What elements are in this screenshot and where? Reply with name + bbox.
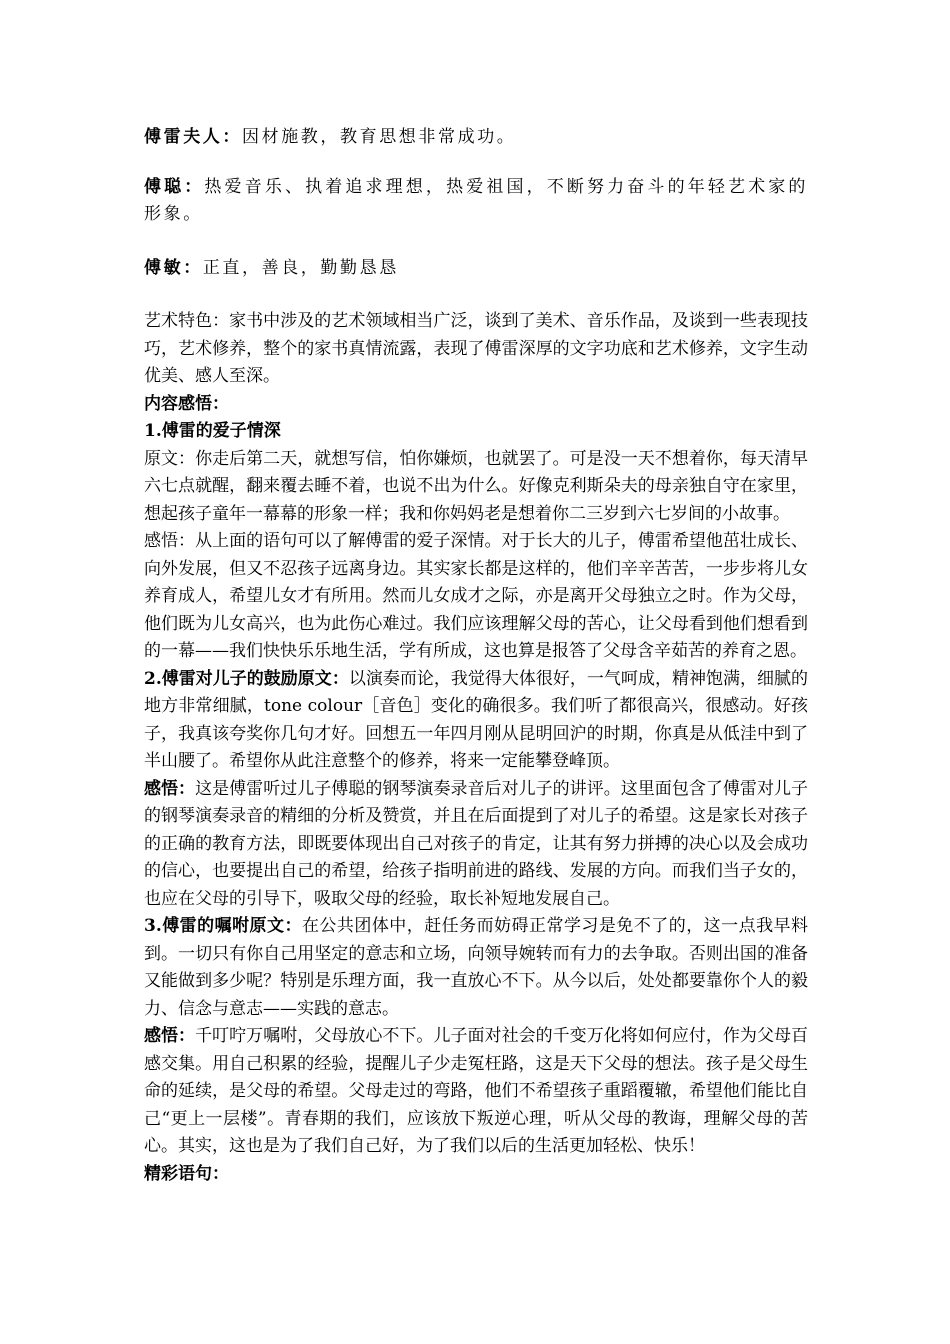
char-text: 正直，善良，勤勤恳恳 bbox=[202, 257, 399, 278]
highlights-heading: 精彩语句： bbox=[144, 1163, 229, 1184]
section-2-insight bbox=[144, 776, 808, 914]
document-page bbox=[144, 124, 808, 1188]
section-heading: 3.傅雷的嘱咐原文： bbox=[144, 916, 302, 936]
char-fu-lei-wife bbox=[144, 124, 808, 152]
char-text: 因材施教，教育思想非常成功。 bbox=[242, 127, 517, 147]
content-heading: 内容感悟： bbox=[144, 393, 229, 414]
char-fu-cong bbox=[144, 174, 808, 229]
section-insight: 感悟：从上面的语句可以了解傅雷的爱子深情。对于长大的儿子，傅雷希望他茁壮成长、向外发展，但又不忍孩子远离身边。其实家长都是这样的，他们辛辛苦苦，一步步将儿女养育成人，希望儿女才有所用。然而儿女成才之际，亦是离开父母独立之时。作为父母，他们既为儿女高兴，也为此伤心难过。我们应该理解父母的苦心，让父母看到他们想看到的一幕——我们快快乐乐地生活，学有所成，这也算是报答了父母含辛茹苦的养育之恩。 bbox=[144, 531, 808, 661]
section-insight: 这是傅雷听过儿子傅聪的钢琴演奏录音后对儿子的讲评。这里面包含了傅雷对儿子的钢琴演奏录音的精细的分析及赞赏，并且在后面提到了对儿子的希望。这是家长对孩子的正确的教育方法，即既要体现出自己对孩子的肯定，让其有努力拼搏的决心以及会成功的信心，也要提出自己的希望，给孩子指明前进的路线、发展的方向。而我们当子女的，也应在父母的引导下，吸取父母的经验，取长补短地发展自己。 bbox=[144, 778, 809, 909]
section-heading: 2.傅雷对儿子的鼓励原文： bbox=[144, 668, 349, 689]
char-label: 傅敏： bbox=[144, 257, 203, 278]
section-original: 以演奏而论，我觉得大体很好，一气呵成，精神饱满，细腻的地方非常细腻，tone colour［音色］变化的确很多。我们听了都很高兴，很感动。好孩子，我真该夸奖你几句才好。回想五一年四月刚从昆明回沪的时期，你真是从低洼中到了半山腰了。希望你从此注意整个的修养，将来一定能攀登峰顶。 bbox=[144, 668, 808, 771]
char-fu-min bbox=[144, 255, 808, 283]
char-text: 热爱音乐、执着追求理想，热爱祖国，不断努力奋斗的年轻艺术家的形象。 bbox=[144, 176, 808, 224]
section-original: 原文：你走后第二天，就想写信，怕你嫌烦，也就罢了。可是没一天不想着你，每天清早六七点就醒，翻来覆去睡不着，也说不出为什么。好像克利斯朵夫的母亲独自守在家里，想起孩子童年一幕幕的形象一样；我和你妈妈老是想着你二三岁到六七岁间的小故事。 bbox=[144, 448, 808, 524]
char-label: 傅聪： bbox=[144, 176, 205, 197]
insight-label: 感悟： bbox=[144, 778, 196, 799]
section-insight: 千叮咛万嘱咐，父母放心不下。儿子面对社会的千变万化将如何应付，作为父母百感交集。用自己积累的经验，提醒儿子少走冤枉路，这是天下父母的想法。孩子是父母生命的延续，是父母的希望。父母走过的弯路，他们不希望孩子重蹈覆辙，希望他们能比自己“更上一层楼”。青春期的我们，应该放下叛逆心理，听从父母的教诲，理解父母的苦心。其实，这也是为了我们自己好，为了我们以后的生活更加轻松、快乐！ bbox=[144, 1026, 809, 1156]
char-label: 傅雷夫人： bbox=[144, 127, 242, 147]
section-original: 在公共团体中，赶任务而妨碍正常学习是免不了的，这一点我早料到。一切只有你自己用坚定的意志和立场，向领导婉转而有力的去争取。否则出国的准备又能做到多少呢？特别是乐理方面，我一直放心不下。从今以后，处处都要靠你个人的毅力、信念与意志——实践的意志。 bbox=[144, 916, 809, 1019]
section-3-insight bbox=[144, 1023, 808, 1161]
art-features: 艺术特色：家书中涉及的艺术领域相当广泛，谈到了美术、音乐作品，及谈到一些表现技巧，艺术修养，整个的家书真情流露，表现了傅雷深厚的文字功底和艺术修养，文字生动优美、感人至深。 bbox=[144, 311, 808, 386]
insight-label: 感悟： bbox=[144, 1026, 196, 1046]
section-heading: 1.傅雷的爱子情深 bbox=[144, 421, 281, 441]
section-2 bbox=[144, 666, 808, 776]
section-3 bbox=[144, 913, 808, 1023]
